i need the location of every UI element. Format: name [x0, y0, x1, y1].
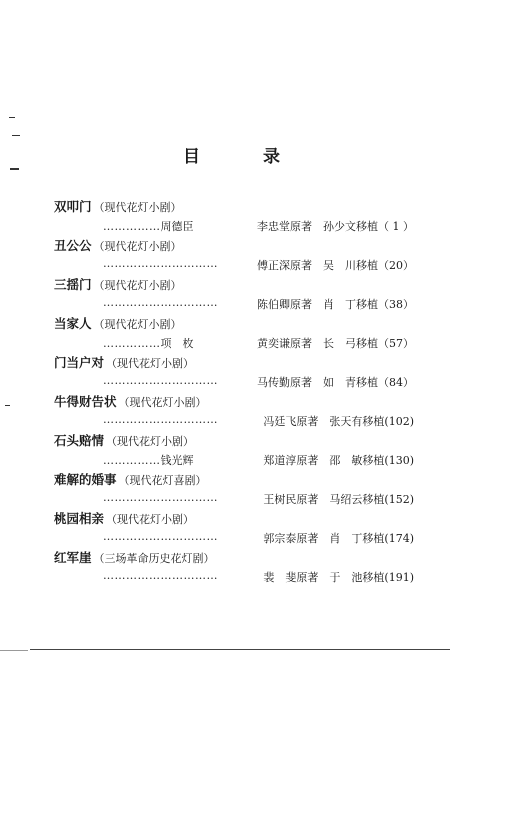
entry-title: 难解的婚事 — [54, 472, 117, 487]
leader-dots: ………………………… — [103, 530, 218, 543]
entry-title: 门当户对 — [54, 355, 105, 370]
scan-speck — [9, 117, 15, 118]
toc-entry[interactable] — [54, 197, 414, 236]
toc-entry[interactable] — [54, 548, 414, 587]
entry-credits: 裴 斐原著 于 池移植(191) — [263, 571, 414, 584]
entry-genre: （现代花灯小剧） — [106, 513, 195, 526]
leader-dots: ………………………… — [103, 491, 218, 504]
entry-genre: （现代花灯小剧） — [106, 435, 195, 448]
entry-credits: 冯廷飞原著 张天有移植(102) — [263, 415, 414, 428]
entry-credits: 李忠堂原著 孙少文移植（ 1 ） — [257, 220, 414, 233]
entry-credits: 黄奕谦原著 长 弓移植（57） — [257, 337, 414, 350]
entry-title: 红军崖 — [54, 550, 92, 565]
scan-speck — [5, 405, 10, 406]
toc-entry[interactable] — [54, 509, 414, 548]
scan-speck — [12, 135, 20, 136]
leader-dots: ………………………… — [103, 296, 218, 309]
entry-credits: 陈伯卿原著 肖 丁移植（38） — [257, 298, 414, 311]
divider — [30, 649, 450, 650]
entry-genre: （现代花灯小剧） — [93, 318, 182, 331]
toc-entry[interactable] — [54, 392, 414, 431]
leader-dots: …………… — [103, 337, 161, 350]
toc-entry[interactable] — [54, 236, 414, 275]
toc-entry[interactable] — [54, 470, 414, 509]
entry-title: 双叩门 — [54, 199, 92, 214]
entry-credits: 傅正深原著 吴 川移植（20） — [257, 259, 414, 272]
entry-author-prefix: 周德臣 — [160, 220, 194, 233]
entry-title: 当家人 — [54, 316, 92, 331]
leader-dots: ………………………… — [103, 374, 218, 387]
toc-entry[interactable] — [54, 431, 414, 470]
entry-genre: （三场革命历史花灯剧） — [93, 552, 215, 565]
entry-author-prefix: 项 枚 — [160, 337, 194, 350]
entry-title: 牛得财告状 — [54, 394, 117, 409]
entry-credits: 马传勤原著 如 青移植（84） — [257, 376, 414, 389]
entry-genre: （现代花灯小剧） — [93, 240, 182, 253]
entry-genre: （现代花灯小剧） — [93, 201, 182, 214]
divider — [0, 650, 28, 651]
toc-entry[interactable] — [54, 275, 414, 314]
leader-dots: …………… — [103, 220, 161, 233]
toc-entry[interactable] — [54, 314, 414, 353]
entry-genre: （现代花灯喜剧） — [118, 474, 207, 487]
title-char-1: 目 — [183, 147, 200, 167]
leader-dots: ………………………… — [103, 413, 218, 426]
entry-credits: 郭宗泰原著 肖 丁移植(174) — [263, 532, 414, 545]
leader-dots: …………… — [103, 454, 161, 467]
entry-title: 三揺门 — [54, 277, 92, 292]
toc-entry[interactable] — [54, 353, 414, 392]
entry-credits: 郑道淳原著 邵 敏移植(130) — [263, 454, 414, 467]
entry-author-prefix: 钱光辉 — [160, 454, 194, 467]
entry-genre: （现代花灯小剧） — [93, 279, 182, 292]
title-char-2: 录 — [263, 147, 280, 167]
leader-dots: ………………………… — [103, 257, 218, 270]
entry-title: 石头赔情 — [54, 433, 105, 448]
entry-genre: （现代花灯小剧） — [118, 396, 207, 409]
entry-credits: 王树民原著 马绍云移植(152) — [263, 493, 414, 506]
entry-genre: （现代花灯小剧） — [106, 357, 195, 370]
table-of-contents — [54, 197, 414, 587]
scan-speck — [10, 168, 19, 170]
entry-title: 丑公公 — [54, 238, 92, 253]
leader-dots: ………………………… — [103, 569, 218, 582]
entry-title: 桃园相亲 — [54, 511, 105, 526]
